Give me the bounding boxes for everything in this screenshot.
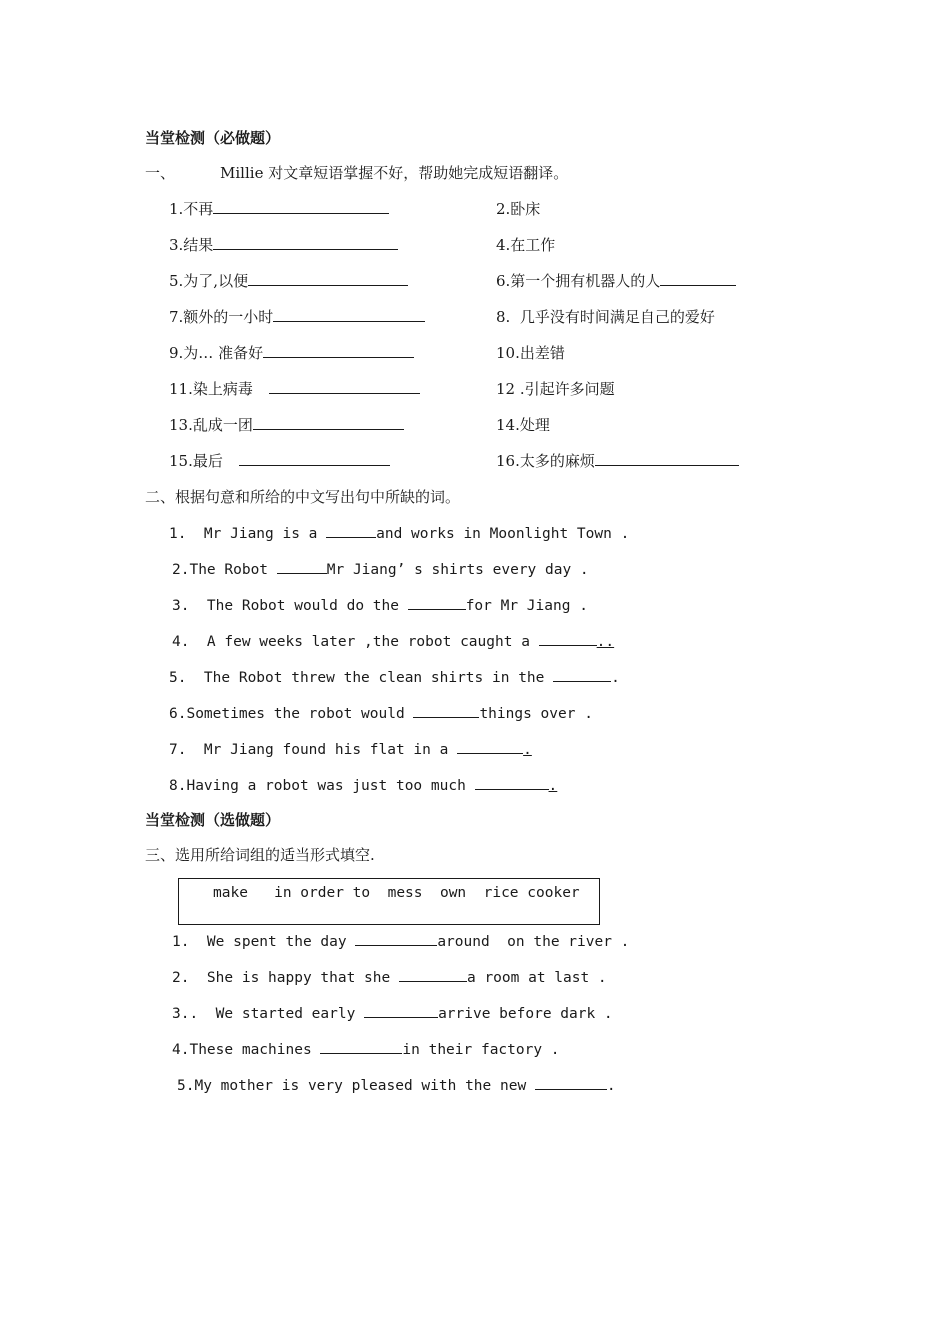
sentence-text: . (606, 1078, 616, 1094)
sentence-text: in their factory . (402, 1042, 560, 1058)
phrase-item (496, 451, 739, 471)
part1-heading-text: Millie 对文章短语掌握不好，帮助她完成短语翻译。 (220, 164, 569, 182)
answer-blank[interactable] (553, 667, 611, 682)
part2-heading: 二、根据句意和所给的中文写出句中所缺的词。 (145, 488, 461, 506)
fill-item (172, 1003, 613, 1024)
answer-blank[interactable] (660, 271, 736, 286)
sentence-text: Mr Jiang’ s shirts every day . (326, 562, 589, 578)
phrase-label: 6.第一个拥有机器人的人 (496, 272, 661, 290)
sentence-text: 4. A few weeks later ,the robot caught a (172, 634, 539, 650)
sentence-item (169, 739, 532, 760)
phrase-label: 4.在工作 (496, 236, 556, 254)
word-bank-box (178, 878, 600, 925)
phrase-item (496, 199, 540, 219)
section-title-optional: 当堂检测（选做题） (145, 811, 281, 829)
phrase-label: 2.卧床 (496, 200, 541, 218)
sentence-item (169, 775, 557, 796)
sentence-text: 7. Mr Jiang found his flat in a (169, 742, 458, 758)
fill-item (172, 1039, 560, 1060)
sentence-text: 2.The Robot (172, 562, 277, 578)
sentence-text: 1. Mr Jiang is a (169, 526, 327, 542)
sentence-text: . (611, 670, 620, 686)
answer-blank[interactable] (399, 967, 467, 982)
phrase-label: 8. 几乎没有时间满足自己的爱好 (496, 308, 715, 326)
sentence-text: 3.. We started early (172, 1006, 365, 1022)
phrase-label: 9.为… 准备好 (169, 344, 264, 362)
phrase-label: 13.乱成一团 (169, 416, 253, 434)
answer-blank[interactable] (364, 1003, 438, 1018)
phrase-label: 12 .引起许多问题 (496, 380, 615, 398)
phrase-item (169, 307, 425, 327)
sentence-text: . (523, 742, 532, 758)
answer-blank[interactable] (213, 199, 389, 214)
sentence-text: 6.Sometimes the robot would (169, 706, 414, 722)
section-title-required: 当堂检测（必做题） (145, 129, 281, 147)
answer-blank[interactable] (535, 1075, 607, 1090)
phrase-item (496, 415, 550, 435)
phrase-item (496, 235, 555, 255)
sentence-item (172, 631, 614, 652)
phrase-item (496, 343, 565, 363)
answer-blank[interactable] (595, 451, 739, 466)
answer-blank[interactable] (355, 931, 437, 946)
phrase-label: 10.出差错 (496, 344, 565, 362)
phrase-label: 7.额外的一小时 (169, 308, 274, 326)
phrase-label: 5.为了,以便 (169, 272, 249, 290)
sentence-text: 3. The Robot would do the (172, 598, 408, 614)
sentence-text: 8.Having a robot was just too much (169, 778, 475, 794)
sentence-text: 5.My mother is very pleased with the new (177, 1078, 535, 1094)
sentence-text: 4.These machines (172, 1042, 321, 1058)
phrase-item (169, 271, 408, 291)
answer-blank[interactable] (263, 343, 414, 358)
sentence-text: for Mr Jiang . (465, 598, 588, 614)
answer-blank[interactable] (213, 235, 398, 250)
fill-item (177, 1075, 616, 1096)
answer-blank[interactable] (239, 451, 390, 466)
answer-blank[interactable] (273, 307, 425, 322)
answer-blank[interactable] (413, 703, 479, 718)
sentence-text: around on the river . (437, 934, 630, 950)
answer-blank[interactable] (277, 559, 327, 574)
fill-item (172, 967, 607, 988)
answer-blank[interactable] (320, 1039, 402, 1054)
part1-heading (145, 163, 568, 183)
phrase-label: 1.不再 (169, 200, 214, 218)
sentence-text: . (548, 778, 558, 794)
phrase-label: 16.太多的麻烦 (496, 452, 595, 470)
sentence-item (172, 595, 588, 616)
phrase-item (169, 451, 390, 471)
sentence-text: 2. She is happy that she (172, 970, 399, 986)
answer-blank[interactable] (539, 631, 597, 646)
answer-blank[interactable] (269, 379, 420, 394)
sentence-text: .. (596, 634, 615, 650)
phrase-label: 11.染上病毒 (169, 380, 253, 398)
sentence-text: things over . (479, 706, 593, 722)
sentence-text: 1. We spent the day (172, 934, 356, 950)
phrase-item (169, 199, 389, 219)
phrase-label: 15.最后 (169, 452, 223, 470)
answer-blank[interactable] (408, 595, 466, 610)
part1-heading-number: 一、 (145, 164, 176, 182)
answer-blank[interactable] (475, 775, 549, 790)
answer-blank[interactable] (457, 739, 523, 754)
sentence-text: 5. The Robot threw the clean shirts in the (169, 670, 554, 686)
sentence-text: and works in Moonlight Town . (376, 526, 630, 542)
phrase-label: 3.结果 (169, 236, 214, 254)
phrase-item (169, 379, 420, 399)
phrase-item (169, 235, 398, 255)
sentence-item (169, 703, 593, 724)
sentence-item (169, 667, 620, 688)
part3-heading: 三、选用所给词组的适当形式填空. (145, 846, 375, 864)
sentence-item (169, 523, 629, 544)
phrase-item (169, 343, 414, 363)
phrase-label: 14.处理 (496, 416, 550, 434)
sentence-item (172, 559, 589, 580)
phrase-item (496, 271, 736, 291)
phrase-item (496, 307, 715, 327)
answer-blank[interactable] (248, 271, 408, 286)
sentence-text: arrive before dark . (438, 1006, 613, 1022)
word-bank-text: make in order to mess own rice cooker (213, 885, 580, 901)
sentence-text: a room at last . (466, 970, 607, 986)
phrase-item (496, 379, 615, 399)
fill-item (172, 931, 629, 952)
answer-blank[interactable] (253, 415, 404, 430)
answer-blank[interactable] (326, 523, 376, 538)
phrase-item (169, 415, 404, 435)
